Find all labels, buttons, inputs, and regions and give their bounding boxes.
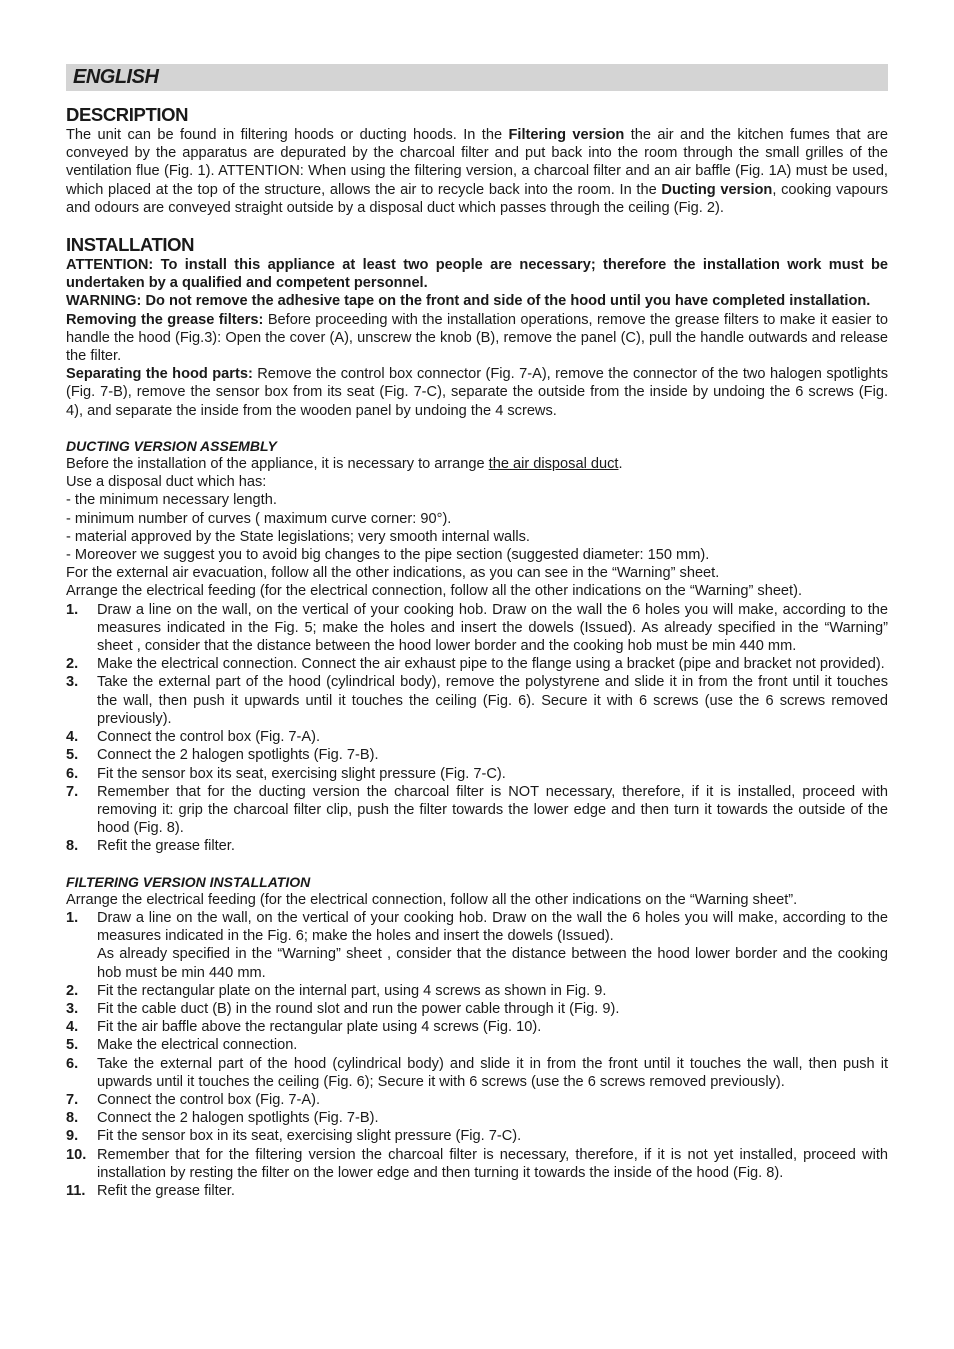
ducting-requirement-line: For the external air evacuation, follow all the other indications, as you can see in the “Warning” sheet. — [66, 565, 720, 582]
air-disposal-duct-term: the air disposal duct — [488, 456, 619, 473]
filtering-step — [66, 1000, 888, 1018]
filtering-intro: Arrange the electrical feeding (for the electrical connection, follow all the other indications on the “Warning sheet”. — [66, 891, 798, 908]
grease-filter-label: Removing the grease filters: — [66, 311, 264, 328]
filtering-step — [66, 1091, 888, 1109]
filtering-step — [66, 1127, 888, 1145]
step-text — [97, 1055, 888, 1091]
filtering-step — [66, 1182, 888, 1200]
filtering-steps-list — [66, 909, 888, 1200]
description-text-1: The unit can be found in filtering hoods or ducting hoods. In the — [66, 127, 509, 143]
step-text-main: Fit the air baffle above the rectangular plate using 4 screws (Fig. 10). — [97, 1019, 542, 1036]
separating-parts-text: Remove the control box connector (Fig. 7-A), remove the connector of the two halogen spotlights (Fig. 7-B), remove the sensor box from its seat (Fig. 7-C), separate the outside from the inside by undoing the 6 screws (Fig. 4), and separate the inside from the wooden panel by undoing the 4 screws. — [66, 366, 889, 419]
filtering-step — [66, 1018, 888, 1036]
ducting-requirement-line: - material approved by the State legislations; very smooth internal walls. — [66, 528, 530, 545]
ducting-version-term: Ducting version — [661, 181, 773, 198]
filtering-version-term: Filtering version — [508, 127, 625, 143]
step-text-main: Take the external part of the hood (cylindrical body), remove the polystyrene and slide it in from the front until it touches the wall, then push it upwards until it touches the ceiling (Fig. 6). Secure it with 6 screws (use the 6 screws removed previously). — [97, 674, 888, 727]
step-text-main: Refit the grease filter. — [97, 1182, 235, 1199]
attention-notice — [66, 256, 888, 292]
ducting-step — [66, 837, 888, 855]
warning-text: WARNING: Do not remove the adhesive tape on the front and side of the hood until you have completed installation. — [66, 293, 871, 310]
filtering-step — [66, 1146, 888, 1182]
step-text-main: Take the external part of the hood (cylindrical body) and slide it in from the front until it touches the wall, then push it upwards until it touches the ceiling (Fig. 6); Secure it with 6 screws (use the 6 screws removed previously). — [97, 1055, 888, 1090]
warning-notice — [66, 292, 888, 310]
ducting-step — [66, 783, 888, 838]
step-text-main: Connect the 2 halogen spotlights (Fig. 7-B). — [97, 747, 379, 764]
ducting-requirement-line: - minimum number of curves ( maximum curve corner: 90°). — [66, 510, 452, 527]
ducting-steps-list — [66, 601, 888, 856]
step-text — [97, 783, 888, 838]
step-number: 4. — [66, 729, 79, 746]
step-text — [97, 765, 888, 783]
manual-page — [66, 64, 888, 1200]
ducting-step — [66, 655, 888, 673]
step-text — [97, 1146, 888, 1182]
step-number: 7. — [66, 783, 79, 800]
description-text-2: the air and the kitchen fumes that are conveyed by the apparatus are depurated by the charcoal filter and put back into the room through the small grilles of the ventilation flue (Fig. 1). ATTENTION: When using the filtering version, a charcoal filter and an air baffle (Fig. 1A) must be used, which placed at the top of the structure, allows the air to recycle back into the room. In the — [66, 127, 888, 198]
step-text — [97, 909, 888, 982]
step-text — [97, 601, 888, 656]
step-number: 3. — [66, 1000, 79, 1017]
step-text — [97, 1091, 888, 1109]
filtering-subheading: FILTERING VERSION INSTALLATION — [66, 873, 311, 890]
ducting-requirement-line: Use a disposal duct which has: — [66, 474, 267, 491]
step-text-main: Remember that for the ducting version the charcoal filter is NOT necessary, therefore, if it is installed, proceed with removing it: grip the charcoal filter clip, push the filter towards the lower edge and then turn it towards the outside of the hood (Fig. 8). — [97, 783, 888, 837]
ducting-step — [66, 746, 888, 764]
step-text-main: Remember that for the filtering version the charcoal filter is necessary, therefore, if it is not yet installed, proceed with installation by resting the filter on the lower edge and then turning it towards the inside of the hood (Fig. 8). — [97, 1146, 888, 1181]
step-text — [97, 1109, 888, 1127]
ducting-subheading: DUCTING VERSION ASSEMBLY — [66, 437, 277, 454]
ducting-intro-end: . — [618, 456, 623, 473]
step-text-main: Fit the rectangular plate on the internal part, using 4 screws as shown in Fig. 9. — [97, 982, 607, 999]
filtering-step — [66, 1109, 888, 1127]
step-number: 6. — [66, 1055, 79, 1072]
step-text — [97, 837, 888, 855]
step-text — [97, 673, 888, 728]
step-text — [97, 982, 888, 1000]
description-text-3: , cooking vapours and odours are conveyed straight outside by a disposal duct which passes through the ceiling (Fig. 2). — [66, 181, 888, 216]
language-header-bar — [66, 64, 888, 91]
ducting-step — [66, 601, 888, 656]
filtering-step — [66, 982, 888, 1000]
ducting-requirement-line: Arrange the electrical feeding (for the electrical connection, follow all the other indications on the “Warning” sheet). — [66, 583, 803, 600]
step-number: 2. — [66, 982, 79, 999]
step-number: 4. — [66, 1019, 79, 1036]
step-number: 7. — [66, 1091, 79, 1108]
step-text-main: Fit the cable duct (B) in the round slot and run the power cable through it (Fig. 9). — [97, 1000, 620, 1017]
step-text-continued: As already specified in the “Warning” sheet , consider that the distance between the hood lower border and the cooking hob must be min 440 mm. — [97, 946, 888, 981]
step-number: 9. — [66, 1128, 79, 1145]
step-text — [97, 1018, 888, 1036]
ducting-requirements — [66, 473, 888, 600]
step-number: 8. — [66, 838, 79, 855]
step-number: 1. — [66, 909, 79, 926]
ducting-requirement-line: - Moreover we suggest you to avoid big changes to the pipe section (suggested diameter: 150 mm). — [66, 547, 710, 564]
attention-text: ATTENTION: To install this appliance at least two people are necessary; therefore the installation work must be undertaken by a qualified and competent personnel. — [66, 257, 888, 292]
grease-filter-paragraph — [66, 311, 888, 366]
filtering-step — [66, 1036, 888, 1054]
step-text — [97, 728, 888, 746]
step-text-main: Refit the grease filter. — [97, 838, 235, 855]
step-number: 8. — [66, 1110, 79, 1127]
step-text — [97, 1182, 888, 1200]
step-number: 5. — [66, 1037, 79, 1054]
step-text — [97, 1000, 888, 1018]
description-paragraph — [66, 126, 888, 217]
step-number: 6. — [66, 765, 79, 782]
filtering-step — [66, 909, 888, 982]
step-text — [97, 1127, 888, 1145]
language-title: ENGLISH — [73, 66, 159, 88]
filtering-step — [66, 1055, 888, 1091]
grease-filter-text: Before proceeding with the installation operations, remove the grease filters to make it easier to handle the hood (Fig.3): Open the cover (A), unscrew the knob (B), remove the panel (C), pull the handle outwards and release the filter. — [66, 311, 888, 365]
separating-parts-paragraph — [66, 365, 888, 420]
step-number: 1. — [66, 601, 79, 618]
step-text-main: Make the electrical connection. Connect the air exhaust pipe to the flange using a bracket (pipe and bracket not provided). — [97, 656, 885, 673]
step-text — [97, 746, 888, 764]
step-number: 10. — [66, 1146, 87, 1163]
ducting-intro-text: Before the installation of the appliance, it is necessary to arrange — [66, 456, 489, 473]
separating-parts-label: Separating the hood parts: — [66, 366, 253, 383]
ducting-intro — [66, 455, 888, 473]
step-text-main: Connect the 2 halogen spotlights (Fig. 7-B). — [97, 1110, 379, 1127]
step-text — [97, 655, 888, 673]
step-number: 5. — [66, 747, 79, 764]
step-text-main: Draw a line on the wall, on the vertical of your cooking hob. Draw on the wall the 6 holes you will make, according to the measures indicated in the Fig. 5; make the holes and insert the dowels (Issued). As already specified in the “Warning” sheet , consider that the distance between the hood lower border and the cooking hob must be min 440 mm. — [97, 601, 888, 655]
ducting-step — [66, 765, 888, 783]
step-number: 11. — [66, 1182, 86, 1199]
step-text — [97, 1036, 888, 1054]
step-text-main: Connect the control box (Fig. 7-A). — [97, 729, 321, 746]
ducting-step — [66, 673, 888, 728]
step-text-main: Connect the control box (Fig. 7-A). — [97, 1091, 321, 1108]
step-number: 2. — [66, 656, 79, 673]
ducting-requirement-line: - the minimum necessary length. — [66, 492, 277, 509]
installation-heading: INSTALLATION — [66, 234, 195, 256]
step-number: 3. — [66, 674, 79, 691]
step-text-main: Make the electrical connection. — [97, 1037, 298, 1054]
description-heading: DESCRIPTION — [66, 104, 189, 125]
step-text-main: Fit the sensor box in its seat, exercising slight pressure (Fig. 7-C). — [97, 1128, 522, 1145]
step-text-main: Draw a line on the wall, on the vertical of your cooking hob. Draw on the wall the 6 holes you will make, according to the measures indicated in the Fig. 6; make the holes and insert the dowels (Issued). — [97, 909, 888, 945]
step-text-main: Fit the sensor box its seat, exercising slight pressure (Fig. 7-C). — [97, 765, 506, 782]
ducting-step — [66, 728, 888, 746]
